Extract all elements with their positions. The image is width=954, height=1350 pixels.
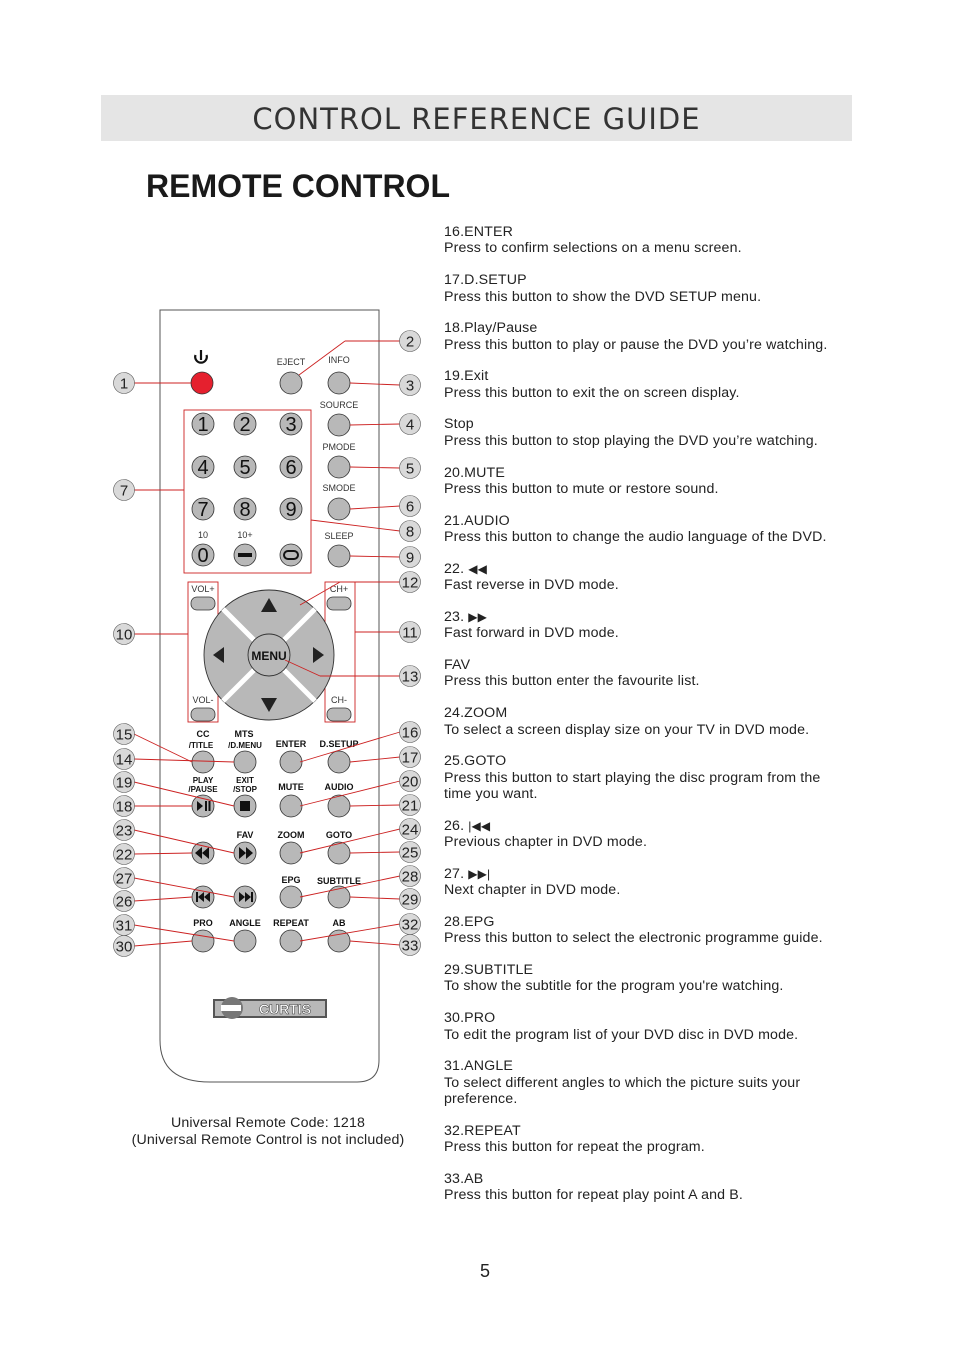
digit-label: 3 [285, 414, 297, 436]
ab-label: AB [332, 918, 346, 928]
enter-label: ENTER [275, 739, 307, 749]
callout-number: 15 [115, 726, 133, 744]
callout-number: 20 [401, 773, 419, 791]
play-label-2: /PAUSE [188, 785, 218, 794]
digit-label: 1 [197, 414, 209, 436]
smode-label: SMODE [322, 483, 356, 493]
description-title: 28.EPG [444, 913, 495, 930]
pmode-label: PMODE [322, 442, 356, 452]
description-title: 27. [444, 865, 465, 882]
vol-down-label: VOL- [192, 695, 214, 705]
callout-number: 26 [115, 893, 133, 911]
sleep-label: SLEEP [324, 531, 354, 541]
description-text: To show the subtitle for the program you're watching. [444, 978, 784, 995]
description-title: 26. [444, 817, 465, 834]
page-number: 5 [479, 1261, 490, 1281]
description-title: 23. [444, 608, 465, 625]
mts-label-2: /D.MENU [228, 741, 262, 750]
description-item [444, 272, 864, 305]
pro-button[interactable] [192, 930, 214, 952]
mute-label: MUTE [278, 782, 304, 792]
info-label: INFO [328, 355, 350, 365]
description-item [444, 1123, 864, 1156]
exit-label: EXIT [236, 776, 254, 785]
description-title: 30.PRO [444, 1010, 496, 1027]
digit-label: 0 [197, 545, 209, 567]
description-item [444, 1010, 864, 1043]
callout-number: 19 [115, 774, 133, 792]
description-title: 22. [444, 560, 465, 577]
pmode-button[interactable] [328, 456, 350, 478]
callout-number: 29 [401, 891, 419, 909]
repeat-button[interactable] [280, 930, 302, 952]
mts-button[interactable] [234, 751, 256, 773]
description-text: Fast reverse in DVD mode. [444, 577, 619, 594]
description-text: Press this button to start playing the disc program from the time you want. [444, 769, 821, 803]
ch-up-button[interactable] [327, 597, 351, 610]
description-text: Press to confirm selections on a menu screen. [444, 240, 742, 257]
menu-label: MENU [251, 649, 287, 663]
description-item [444, 320, 864, 353]
callout-number: 25 [401, 844, 419, 862]
stop-icon [240, 801, 250, 811]
callout-number: 16 [401, 724, 419, 742]
subtitle-label: SUBTITLE [317, 876, 361, 886]
description-text: Press this button for repeat the program. [444, 1139, 705, 1156]
description-title: Stop [444, 416, 474, 433]
smode-button[interactable] [328, 498, 350, 520]
digit-label: 6 [285, 457, 297, 479]
description-text: To edit the program list of your DVD disc in DVD mode. [444, 1026, 799, 1043]
ch-down-button[interactable] [327, 708, 351, 721]
minus-icon [238, 553, 252, 557]
callout-number: 9 [405, 549, 415, 567]
callout-number: 31 [115, 917, 133, 935]
description-title: 33.AB [444, 1170, 484, 1187]
description-text: To select a screen display size on your TV in DVD mode. [444, 721, 810, 738]
description-item [444, 866, 864, 899]
button-symbol-icon: |◀◀ [468, 818, 491, 833]
description-item [444, 914, 864, 947]
description-title: 16.ENTER [444, 224, 514, 240]
angle-label: ANGLE [229, 918, 261, 928]
section-title: REMOTE CONTROL [146, 168, 450, 204]
goto-label: GOTO [325, 830, 353, 840]
callout-number: 22 [115, 846, 133, 864]
digit-label: 5 [239, 457, 251, 479]
zoom-button[interactable] [280, 842, 302, 864]
button-symbol-icon: ▶▶| [468, 866, 491, 881]
description-item [444, 465, 864, 498]
description-title: 24.ZOOM [444, 705, 508, 722]
description-text: Press this button for repeat play point A and B. [444, 1187, 744, 1204]
sleep-button[interactable] [328, 545, 350, 567]
zoom-label: ZOOM [277, 830, 305, 840]
callout-number: 3 [405, 377, 415, 395]
vol-up-label: VOL+ [191, 584, 215, 594]
callout-number: 14 [115, 751, 133, 769]
description-title: 19.Exit [444, 368, 489, 385]
callout-number: 6 [405, 498, 415, 516]
callout-number: 23 [115, 822, 133, 840]
eject-button[interactable] [280, 372, 302, 394]
description-text: Press this button to show the DVD SETUP menu. [444, 288, 762, 305]
source-button[interactable] [328, 414, 350, 436]
description-title: 21.AUDIO [444, 512, 510, 529]
cc-label: CC [196, 729, 210, 739]
epg-button[interactable] [280, 886, 302, 908]
callout-number: 30 [115, 938, 133, 956]
description-text: Press this button enter the favourite list. [444, 673, 700, 690]
description-item [444, 962, 864, 995]
callout-number: 4 [405, 416, 415, 434]
page-header-title: CONTROL REFERENCE GUIDE [252, 102, 701, 136]
callout-number: 28 [401, 868, 419, 886]
description-text: Press this button to play or pause the DVD you’re watching. [444, 336, 828, 353]
description-item [444, 513, 864, 546]
cc-label-2: /TITLE [188, 741, 214, 750]
brand-logo [213, 997, 327, 1019]
description-item [444, 818, 864, 851]
description-text: Previous chapter in DVD mode. [444, 834, 648, 851]
description-item [444, 416, 864, 449]
digit-label: 4 [197, 457, 209, 479]
brand-name: CURTIS [258, 1001, 312, 1017]
ch-up-label: CH+ [329, 584, 349, 594]
exit-label-2: /STOP [233, 785, 257, 794]
description-text: Fast forward in DVD mode. [444, 625, 619, 642]
cc-button[interactable] [192, 751, 214, 773]
digit-label: 7 [197, 499, 209, 521]
callout-number: 13 [401, 668, 419, 686]
description-item [444, 224, 864, 257]
description-text: To select different angles to which the picture suits your preference. [444, 1074, 801, 1108]
epg-label: EPG [281, 875, 301, 885]
repeat-label: REPEAT [273, 918, 309, 928]
callout-number: 10 [115, 626, 133, 644]
description-text: Press this button to mute or restore sound. [444, 480, 719, 497]
description-title: 18.Play/Pause [444, 320, 538, 337]
mute-button[interactable] [280, 795, 302, 817]
callout-number: 33 [401, 937, 419, 955]
description-item [444, 1171, 864, 1204]
dsetup-label: D.SETUP [319, 739, 359, 749]
callout-number: 2 [405, 333, 415, 351]
description-text: Press this button to select the electronic programme guide. [444, 930, 823, 947]
description-item [444, 753, 864, 802]
eject-label: EJECT [276, 357, 306, 367]
description-title: 29.SUBTITLE [444, 962, 534, 979]
callout-number: 7 [119, 482, 129, 500]
ten-label: 10 [197, 530, 209, 540]
digit-label: 8 [239, 499, 251, 521]
digit-label: 9 [285, 499, 297, 521]
callout-number: 12 [401, 574, 419, 592]
description-item [444, 609, 864, 642]
description-text: Next chapter in DVD mode. [444, 882, 621, 899]
tenplus-label: 10+ [237, 530, 253, 540]
remote-note-caption: (Universal Remote Control is not included) [131, 1132, 405, 1148]
description-title: 25.GOTO [444, 753, 507, 770]
callout-number: 18 [115, 798, 133, 816]
callout-number: 1 [119, 375, 129, 393]
description-title: FAV [444, 656, 471, 673]
button-symbol-icon: ◀◀ [468, 561, 487, 576]
subtitle-button[interactable] [328, 886, 350, 908]
callout-number: 27 [115, 870, 133, 888]
callout-number: 24 [401, 821, 419, 839]
vol-up-button[interactable] [191, 597, 215, 610]
description-title: 20.MUTE [444, 464, 505, 481]
description-title: 17.D.SETUP [444, 272, 527, 289]
button-symbol-icon: ▶▶ [468, 609, 487, 624]
power-button[interactable] [191, 372, 213, 394]
description-text: Press this button to stop playing the DVD you’re watching. [444, 432, 818, 449]
remote-control-diagram [0, 300, 440, 1100]
play-label: PLAY [192, 776, 214, 785]
callout-number: 17 [401, 749, 419, 767]
description-title: 32.REPEAT [444, 1122, 521, 1139]
callout-number: 8 [405, 523, 415, 541]
ch-down-label: CH- [331, 695, 347, 705]
header-band [101, 95, 852, 141]
vol-down-button[interactable] [191, 708, 215, 721]
button-description-list [444, 224, 864, 1219]
fav-label: FAV [236, 830, 254, 840]
callout-number: 11 [402, 624, 418, 642]
dsetup-button[interactable] [328, 751, 350, 773]
angle-button[interactable] [234, 930, 256, 952]
description-item [444, 705, 864, 738]
description-item [444, 561, 864, 594]
audio-label: AUDIO [324, 782, 354, 792]
callout-number: 5 [405, 460, 415, 478]
description-item [444, 368, 864, 401]
remote-code-caption: Universal Remote Code: 1218 [170, 1115, 366, 1131]
source-label: SOURCE [319, 400, 359, 410]
enter-button[interactable] [280, 751, 302, 773]
description-title: 31.ANGLE [444, 1058, 514, 1075]
digit-label: 2 [239, 414, 251, 436]
callout-number: 32 [401, 916, 419, 934]
description-item [444, 657, 864, 690]
info-button[interactable] [328, 372, 350, 394]
mts-label: MTS [234, 729, 254, 739]
callout-number: 21 [401, 797, 419, 815]
pro-label: PRO [193, 918, 213, 928]
description-item [444, 1058, 864, 1107]
description-text: Press this button to change the audio language of the DVD. [444, 529, 827, 546]
description-text: Press this button to exit the on screen display. [444, 384, 740, 401]
